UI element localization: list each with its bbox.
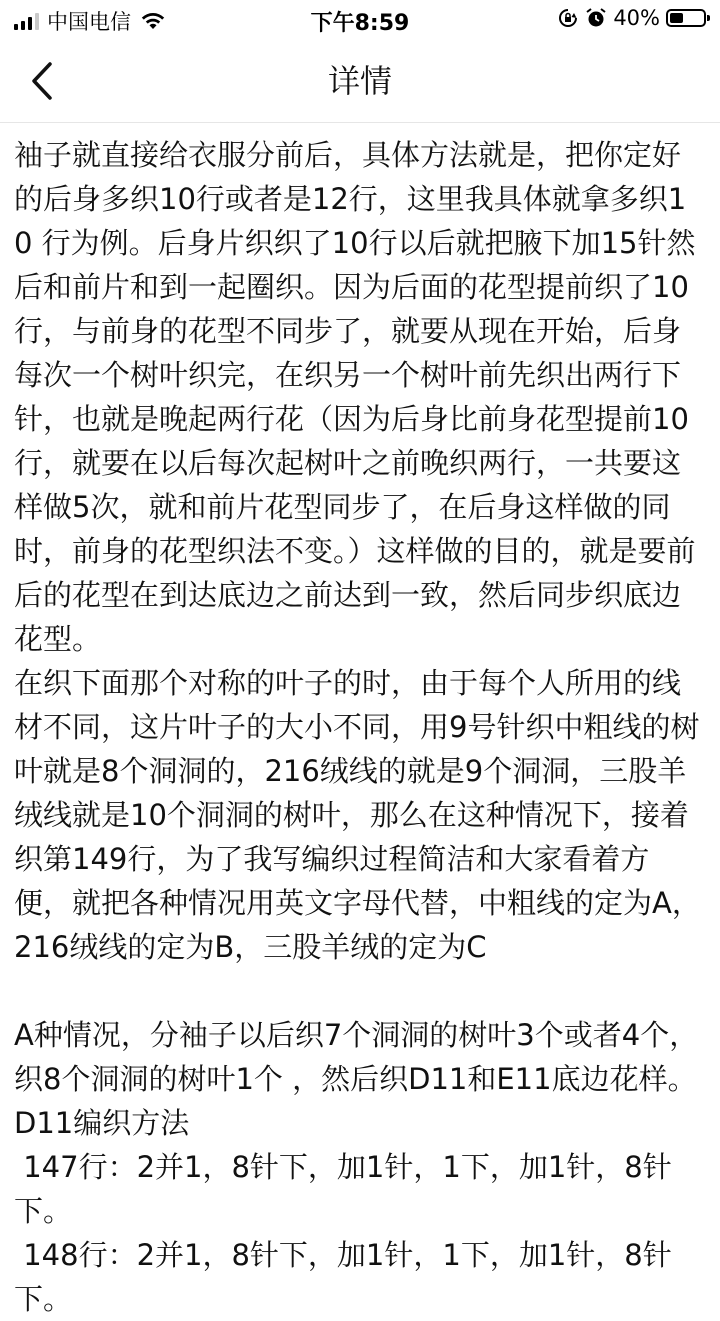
chevron-left-icon	[28, 61, 56, 101]
paragraph: D11编织方法	[14, 1106, 190, 1140]
status-time: 下午8:59	[310, 11, 410, 36]
status-right	[557, 6, 706, 30]
battery-icon	[666, 9, 706, 27]
article-content[interactable]	[0, 123, 720, 1316]
status-bar	[0, 0, 720, 40]
paragraph: 148行：2并1，8针下，加1针，1下，加1针，8针下。	[14, 1238, 672, 1316]
orientation-lock-icon	[557, 7, 579, 29]
signal-icon	[14, 12, 39, 30]
status-left	[14, 6, 167, 36]
page-title: 详情	[327, 62, 392, 100]
back-button[interactable]	[18, 56, 66, 106]
blank-line	[14, 969, 702, 1013]
paragraph: A种情况，分袖子以后织7个洞洞的树叶3个或者4个，织8个洞洞的树叶1个 ，然后织D11和E11底边花样。	[14, 1018, 699, 1096]
paragraph: 袖子就直接给衣服分前后，具体方法就是，把你定好的后身多织10行或者是12行，这里我具体就拿多织10 行为例。后身片织织了10行以后就把腋下加15针然后和前片和到一起圈织。因为后面的花型提前织了10行，与前身的花型不同步了，就要从现在开始，后身每次一个树叶织完，在织另一个树叶前先织出两行下针，也就是晚起两行花（因为后身比前身花型提前10行，就要在以后每次起树叶之前晚织两行，一共要这样做5次，就和前片花型同步了，在后身这样做的同时，前身的花型织法不变。）这样做的目的，就是要前后的花型在到达底边之前达到一致，然后同步织底边花型。	[14, 138, 696, 656]
paragraph: 147行：2并1，8针下，加1针，1下，加1针，8针下。	[14, 1150, 672, 1228]
battery-percent: 40%	[613, 6, 660, 30]
carrier-name: 中国电信	[47, 10, 131, 34]
paragraph: 在织下面那个对称的叶子的时，由于每个人所用的线材不同，这片叶子的大小不同，用9号针织中粗线的树叶就是8个洞洞的，216绒线的就是9个洞洞，三股羊绒线就是10个洞洞的树叶，那么在这种情况下，接着织第149行，为了我写编织过程简洁和大家看着方便，就把各种情况用英文字母代替，中粗线的定为A，216绒线的定为B，三股羊绒的定为C	[14, 666, 701, 964]
alarm-icon	[585, 7, 607, 29]
battery-fill	[670, 13, 683, 23]
nav-bar	[0, 40, 720, 123]
wifi-icon	[139, 11, 167, 31]
